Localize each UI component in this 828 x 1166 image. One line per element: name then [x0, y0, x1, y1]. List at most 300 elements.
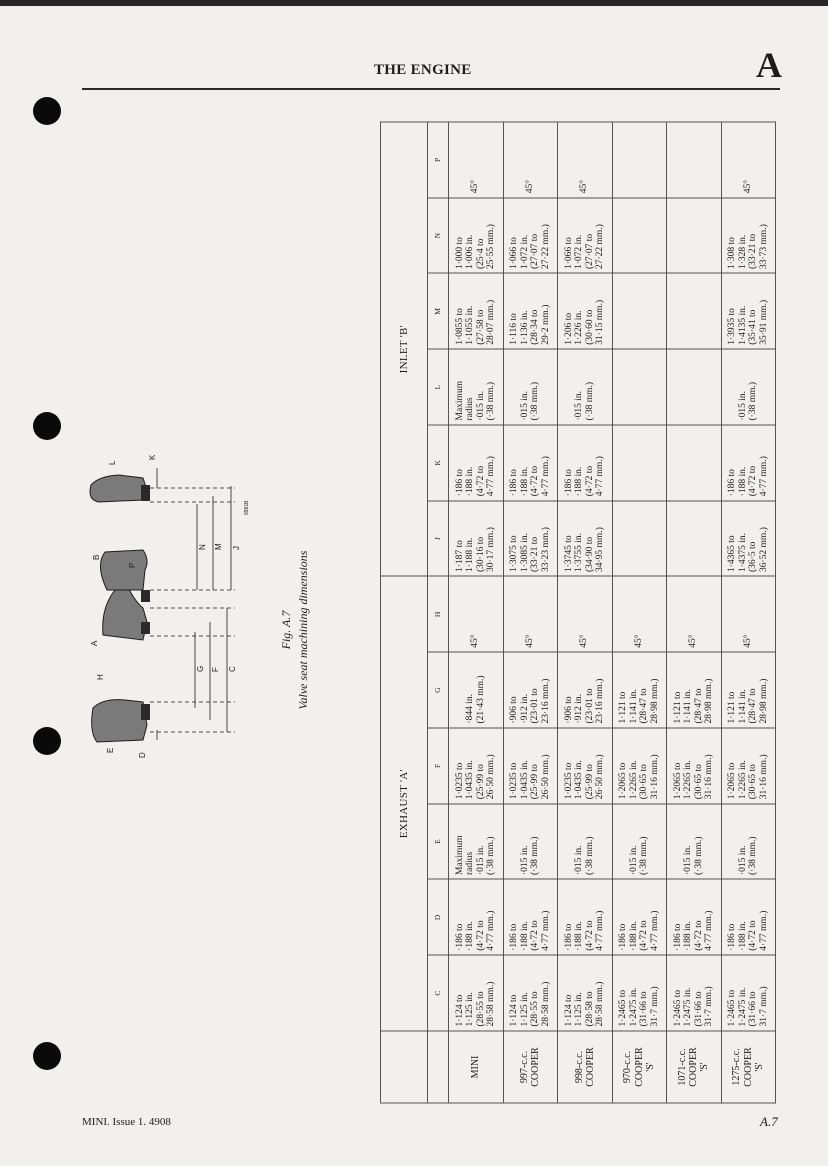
page-title: THE ENGINE: [374, 62, 472, 78]
cell-line: 29·2 mm.): [540, 304, 551, 345]
cell-line: (30·60 to: [584, 309, 595, 345]
cell-line: (4·72 to: [748, 465, 759, 496]
cell-line: (21·43 mm.): [475, 674, 486, 723]
cell-line: 1·3745 to: [563, 534, 574, 572]
table-cell-d: [449, 879, 504, 955]
table-cell-p: [558, 121, 613, 197]
cell-line: 31·15 mm.): [595, 299, 606, 345]
cell-line: (4·72 to: [748, 919, 759, 951]
label-f: F: [211, 667, 220, 672]
cell-line: 33·73 mm.): [758, 223, 769, 269]
cell-line: (·38 mm.): [748, 835, 759, 875]
caption-title: Fig. A.7: [279, 610, 293, 650]
table-cell-f: [721, 728, 776, 804]
table-cell-p: [503, 121, 558, 197]
cell-line: 45°: [742, 633, 753, 648]
cell-line: 28·98 mm.): [758, 678, 769, 723]
cell-line: 31·16 mm.): [758, 753, 769, 799]
cell-line: radius: [465, 851, 476, 875]
cell-line: 45°: [470, 633, 481, 648]
cell-line: 1·4135 in.: [737, 305, 748, 345]
cell-line: 1·2475 in.: [683, 986, 694, 1026]
exhaust-seat-top: [141, 704, 150, 720]
cell-line: (·38 mm.): [584, 835, 595, 875]
cell-line: 28·58 mm.): [540, 981, 551, 1026]
column-header-f: F: [428, 728, 449, 804]
cell-line: ·015 in.: [628, 844, 639, 875]
cell-line: 4·77 mm.): [486, 455, 497, 496]
cell-line: 1·141 in.: [683, 688, 694, 723]
cell-line: ·912 in.: [574, 693, 585, 723]
cell-line: 28·58 mm.): [486, 981, 497, 1026]
table-cell-m: [612, 273, 667, 349]
cell-line: (30·65 to: [639, 763, 650, 799]
table-cell-h: [503, 576, 558, 652]
section-letter: A: [756, 45, 782, 85]
cell-line: (28·47 to: [693, 687, 704, 723]
table-cell-d: [558, 879, 613, 955]
table-cell-e: [721, 803, 776, 879]
table-cell-d: [721, 879, 776, 955]
cell-line: (28·47 to: [639, 687, 650, 723]
cell-line: (28·58 to: [584, 990, 595, 1026]
cell-line: 1·328 in.: [737, 234, 748, 269]
table-cell-e: [558, 803, 613, 879]
table-cell-h: [721, 576, 776, 652]
table-cell-p: [449, 121, 504, 197]
cell-line: 1·121 to: [618, 691, 628, 723]
cell-line: 45°: [688, 633, 699, 648]
cell-line: 1·066 to: [563, 236, 574, 269]
column-header-j: J: [428, 500, 449, 576]
cell-line: ·912 in.: [519, 693, 530, 723]
model-line: COOPER: [742, 1046, 754, 1087]
cell-line: (4·72 to: [584, 465, 595, 496]
cell-line: 25·55 mm.): [486, 223, 497, 269]
model-cell: [558, 1031, 613, 1103]
label-c: C: [228, 666, 237, 672]
model-cell: [503, 1031, 558, 1103]
cell-line: (31·66 to: [639, 990, 650, 1026]
label-k: K: [148, 454, 157, 460]
cell-line: (31·66 to: [748, 990, 759, 1026]
cell-line: 1·2065 to: [727, 762, 737, 799]
model-cell: [721, 1031, 776, 1103]
table-cell-p: [667, 121, 722, 197]
table-corner: [381, 1031, 428, 1103]
table-cell-h: [449, 576, 504, 652]
cell-line: ·015 in.: [519, 390, 530, 420]
cell-line: 1·1055 in.: [465, 305, 476, 345]
cell-line: 1·072 in.: [519, 234, 530, 269]
cell-line: 1·000 to: [454, 236, 465, 269]
cell-line: ·186 to: [563, 923, 574, 951]
table-cell-d: [503, 879, 558, 955]
cell-line: 1·121 to: [727, 691, 737, 723]
table-cell-f: [558, 728, 613, 804]
cell-line: 4·77 mm.): [758, 455, 769, 496]
table-cell-d: [667, 879, 722, 955]
cell-line: ·188 in.: [519, 920, 530, 951]
group-header-inlet: INLET 'B': [381, 121, 428, 576]
model-line: MINI: [470, 1055, 482, 1078]
cell-line: 31·7 mm.): [758, 985, 769, 1026]
cell-line: 1·0235 to: [509, 762, 519, 799]
cell-line: 35·91 mm.): [758, 299, 769, 345]
table-cell-h: [558, 576, 613, 652]
cell-line: (·38 mm.): [639, 835, 650, 875]
table-cell-g: [612, 652, 667, 728]
cell-line: (28·47 to: [748, 687, 759, 723]
model-cell: [612, 1031, 667, 1103]
cell-line: 28·07 mm.): [486, 299, 497, 345]
table-cell-g: [721, 652, 776, 728]
footer-issue: MINI. Issue 1. 4908: [82, 1116, 171, 1128]
cell-line: 1·066 to: [509, 236, 519, 269]
cell-line: 1·2265 in.: [683, 759, 694, 799]
table-cell-l: [558, 349, 613, 425]
cell-line: 1·2465 to: [672, 989, 683, 1026]
column-header-model: [428, 1031, 449, 1103]
model-line: 'S': [753, 1061, 765, 1072]
table-cell-j: [667, 500, 722, 576]
cell-line: 28·98 mm.): [649, 678, 660, 723]
table-row: [612, 121, 667, 1102]
cell-line: 23·16 mm.): [540, 678, 551, 723]
label-p: P: [128, 562, 137, 568]
table-row: [449, 121, 504, 1102]
table-cell-m: [721, 273, 776, 349]
cell-line: (·38 mm.): [584, 381, 595, 420]
cell-line: 45°: [470, 179, 481, 193]
cell-line: 1·136 in.: [519, 309, 530, 345]
cell-line: Maximum: [454, 834, 465, 875]
label-l: L: [108, 460, 117, 465]
cell-line: ·906 to: [563, 695, 574, 723]
column-header-n: N: [428, 197, 449, 273]
table-cell-e: [612, 803, 667, 879]
cell-line: (28·34 to: [530, 309, 541, 345]
model-line: 970-c.c.: [622, 1050, 634, 1083]
table-cell-c: [612, 955, 667, 1031]
table-cell-g: [558, 652, 613, 728]
cell-line: (·38 mm.): [530, 835, 541, 875]
cell-line: ·186 to: [454, 468, 465, 496]
cell-line: (25·99 to: [530, 763, 541, 799]
cell-line: 23·16 mm.): [595, 678, 606, 723]
cell-line: 1·0855 to: [454, 307, 465, 345]
cell-line: (35·41 to: [748, 309, 759, 345]
cell-line: ·015 in.: [475, 844, 486, 875]
label-e: E: [106, 747, 115, 753]
cell-line: ·186 to: [509, 468, 519, 496]
table-cell-e: [449, 803, 504, 879]
table-cell-k: [503, 425, 558, 501]
cell-line: 1·0235 to: [563, 762, 574, 799]
cell-line: (·38 mm.): [748, 381, 759, 420]
table-cell-l: [721, 349, 776, 425]
column-header-m: M: [428, 273, 449, 349]
model-line: 1275-c.c.: [731, 1047, 743, 1086]
cell-line: 1·226 in.: [574, 309, 585, 345]
table-cell-k: [558, 425, 613, 501]
cell-line: 1·125 in.: [519, 991, 530, 1026]
cell-line: ·906 to: [509, 695, 519, 723]
cell-line: 1·124 to: [563, 994, 574, 1026]
model-line: 997-c.c.: [519, 1050, 531, 1083]
cell-line: ·188 in.: [628, 920, 639, 951]
cell-line: (4·72 to: [475, 465, 486, 496]
cell-line: (30·65 to: [693, 763, 704, 799]
column-header-c: C: [428, 955, 449, 1031]
cell-line: 1·072 in.: [574, 234, 585, 269]
cell-line: 45°: [524, 633, 535, 648]
table-cell-m: [449, 273, 504, 349]
cell-line: 1·2465 to: [727, 989, 737, 1026]
cell-line: 1·3075 to: [509, 534, 519, 572]
table-cell-l: [449, 349, 504, 425]
figure-id-code: 9981B: [244, 500, 250, 515]
cell-line: 1·2475 in.: [737, 986, 748, 1026]
table-cell-c: [667, 955, 722, 1031]
cell-line: 1·2465 to: [618, 989, 628, 1026]
cell-line: ·188 in.: [683, 920, 694, 951]
cell-line: 1·125 in.: [465, 991, 476, 1026]
label-m: M: [214, 543, 223, 550]
cell-line: (4·72 to: [693, 919, 704, 951]
table-cell-j: [503, 500, 558, 576]
cell-line: 31·7 mm.): [704, 985, 715, 1026]
cell-line: 1·187 to: [454, 539, 465, 572]
table-row: [667, 121, 722, 1102]
cell-line: 31·16 mm.): [704, 753, 715, 799]
cell-line: 4·77 mm.): [486, 910, 497, 951]
table-cell-f: [449, 728, 504, 804]
cell-line: 1·0435 in.: [465, 759, 476, 799]
cell-line: ·188 in.: [465, 466, 476, 496]
table-cell-f: [503, 728, 558, 804]
cell-line: (4·72 to: [530, 465, 541, 496]
label-g: G: [196, 665, 205, 672]
cell-line: (·38 mm.): [486, 381, 497, 420]
cell-line: ·015 in.: [737, 390, 748, 420]
cell-line: 33·23 mm.): [540, 526, 551, 572]
cell-line: (4·72 to: [475, 919, 486, 951]
cell-line: (·38 mm.): [486, 835, 497, 875]
cell-line: ·015 in.: [683, 844, 694, 875]
punch-hole: [33, 727, 61, 755]
exhaust-head-section: [92, 700, 147, 742]
table-cell-g: [503, 652, 558, 728]
cell-line: (25·99 to: [584, 763, 595, 799]
cell-line: 1·006 in.: [465, 234, 476, 269]
cell-line: 1·2265 in.: [628, 759, 639, 799]
cell-line: 26·50 mm.): [540, 753, 551, 799]
punch-hole: [33, 97, 61, 125]
cell-line: (23·01 to: [530, 687, 541, 723]
table-cell-l: [667, 349, 722, 425]
column-header-g: G: [428, 652, 449, 728]
cell-line: (23·01 to: [584, 687, 595, 723]
table-cell-p: [612, 121, 667, 197]
header-rule: [82, 88, 780, 90]
model-line: 'S': [699, 1061, 711, 1072]
group-header-exhaust: EXHAUST 'A': [381, 576, 428, 1031]
cell-line: (34·90 to: [584, 536, 595, 572]
model-cell: [449, 1031, 504, 1103]
model-line: COOPER: [530, 1046, 542, 1087]
cell-line: Maximum: [454, 380, 465, 420]
valve-seat-table: [380, 121, 776, 1103]
cell-line: (30·65 to: [748, 763, 759, 799]
model-line: COOPER: [584, 1046, 596, 1087]
cell-line: (·38 mm.): [530, 381, 541, 420]
table-cell-c: [558, 955, 613, 1031]
table-cell-p: [721, 121, 776, 197]
cell-line: ·186 to: [727, 923, 737, 951]
cell-line: 28·98 mm.): [704, 678, 715, 723]
cell-line: 45°: [579, 179, 590, 193]
cell-line: ·186 to: [618, 923, 628, 951]
inlet-seat-top: [141, 590, 150, 602]
cell-line: ·188 in.: [737, 920, 748, 951]
label-d: D: [138, 752, 147, 758]
model-line: 998-c.c.: [573, 1050, 585, 1083]
model-line: 1071-c.c.: [676, 1047, 688, 1086]
table-cell-c: [721, 955, 776, 1031]
column-header-k: K: [428, 425, 449, 501]
center-web-section-lower: [100, 550, 147, 590]
cell-line: ·015 in.: [475, 390, 486, 420]
cell-line: 1·2065 to: [672, 762, 683, 799]
cell-line: 1·2065 to: [618, 762, 628, 799]
cell-line: (31·66 to: [693, 990, 704, 1026]
cell-line: 1·124 to: [509, 994, 519, 1026]
cell-line: 34·95 mm.): [595, 526, 606, 572]
model-line: COOPER: [688, 1046, 700, 1087]
cell-line: ·186 to: [563, 468, 574, 496]
cell-line: 1·125 in.: [574, 991, 585, 1026]
table-cell-h: [612, 576, 667, 652]
table-cell-j: [721, 500, 776, 576]
cell-line: 26·50 mm.): [486, 753, 497, 799]
cell-line: (28·55 to: [530, 990, 541, 1026]
figure-caption: [275, 520, 315, 740]
cell-line: radius: [465, 396, 476, 420]
table-cell-d: [612, 879, 667, 955]
cell-line: 4·77 mm.): [704, 910, 715, 951]
cell-line: (25·99 to: [475, 763, 486, 799]
table-cell-e: [667, 803, 722, 879]
inlet-seat-bottom: [141, 485, 150, 501]
model-line: 'S': [644, 1061, 656, 1072]
exhaust-seat-bottom: [141, 622, 150, 634]
cell-line: ·186 to: [454, 923, 465, 951]
cell-line: 1·2475 in.: [628, 986, 639, 1026]
cell-line: 45°: [633, 633, 644, 648]
cell-line: 1·0435 in.: [519, 759, 530, 799]
cell-line: (27·58 to: [475, 309, 486, 345]
cell-line: 30·17 mm.): [486, 526, 497, 572]
table-cell-n: [612, 197, 667, 273]
cell-line: ·188 in.: [574, 920, 585, 951]
table-cell-k: [612, 425, 667, 501]
table-cell-m: [667, 273, 722, 349]
cell-line: 31·16 mm.): [649, 753, 660, 799]
column-header-l: L: [428, 349, 449, 425]
cell-line: 4·77 mm.): [540, 910, 551, 951]
cell-line: 4·77 mm.): [758, 910, 769, 951]
table-cell-g: [667, 652, 722, 728]
cell-line: ·015 in.: [574, 844, 585, 875]
cell-line: 1·116 to: [509, 312, 519, 345]
cell-line: 4·77 mm.): [540, 455, 551, 496]
column-header-e: E: [428, 803, 449, 879]
cell-line: 1·2265 in.: [737, 759, 748, 799]
inlet-head-section: [90, 475, 147, 502]
cell-line: 28·58 mm.): [595, 981, 606, 1026]
cell-line: (4·72 to: [530, 919, 541, 951]
cell-line: (·38 mm.): [693, 835, 704, 875]
table-cell-f: [612, 728, 667, 804]
table-cell-g: [449, 652, 504, 728]
table-cell-l: [612, 349, 667, 425]
cell-line: 1·141 in.: [737, 688, 748, 723]
table-row: [558, 121, 613, 1102]
table-cell-e: [503, 803, 558, 879]
cell-line: 1·3935 to: [727, 307, 737, 345]
cell-line: ·015 in.: [737, 844, 748, 875]
label-n: N: [198, 544, 207, 550]
valve-seat-table-frame: [380, 122, 776, 1103]
label-b: B: [92, 554, 101, 560]
cell-line: 31·7 mm.): [649, 985, 660, 1026]
cell-line: 1·188 in.: [465, 537, 476, 572]
table-cell-k: [721, 425, 776, 501]
cell-line: 1·121 to: [672, 691, 683, 723]
cell-line: ·186 to: [672, 923, 683, 951]
cell-line: ·844 in.: [465, 693, 476, 723]
cell-line: (28·55 to: [475, 990, 486, 1026]
cell-line: (4·72 to: [584, 919, 595, 951]
cell-line: 1·141 in.: [628, 688, 639, 723]
cell-line: (33·21 to: [748, 233, 759, 269]
table-cell-n: [558, 197, 613, 273]
label-a: A: [90, 640, 99, 646]
column-header-h: H: [428, 576, 449, 652]
cell-line: 45°: [524, 179, 535, 193]
table-cell-m: [503, 273, 558, 349]
cell-line: (33·21 to: [530, 536, 541, 572]
table-cell-n: [721, 197, 776, 273]
cell-line: 26·50 mm.): [595, 753, 606, 799]
table-cell-m: [558, 273, 613, 349]
table-cell-l: [503, 349, 558, 425]
cell-line: (36·5 to: [748, 541, 759, 572]
model-line: COOPER: [633, 1046, 645, 1087]
table-cell-j: [612, 500, 667, 576]
scan-top-edge: [0, 0, 828, 6]
cell-line: (4·72 to: [639, 919, 650, 951]
cell-line: 1·3755 in.: [574, 532, 585, 572]
table-cell-n: [667, 197, 722, 273]
punch-hole: [33, 1042, 61, 1070]
cell-line: 45°: [742, 179, 753, 193]
cell-line: 36·52 mm.): [758, 526, 769, 572]
cell-line: 1·0435 in.: [574, 759, 585, 799]
cell-line: 45°: [579, 633, 590, 648]
cell-line: 1·0235 to: [454, 762, 465, 799]
